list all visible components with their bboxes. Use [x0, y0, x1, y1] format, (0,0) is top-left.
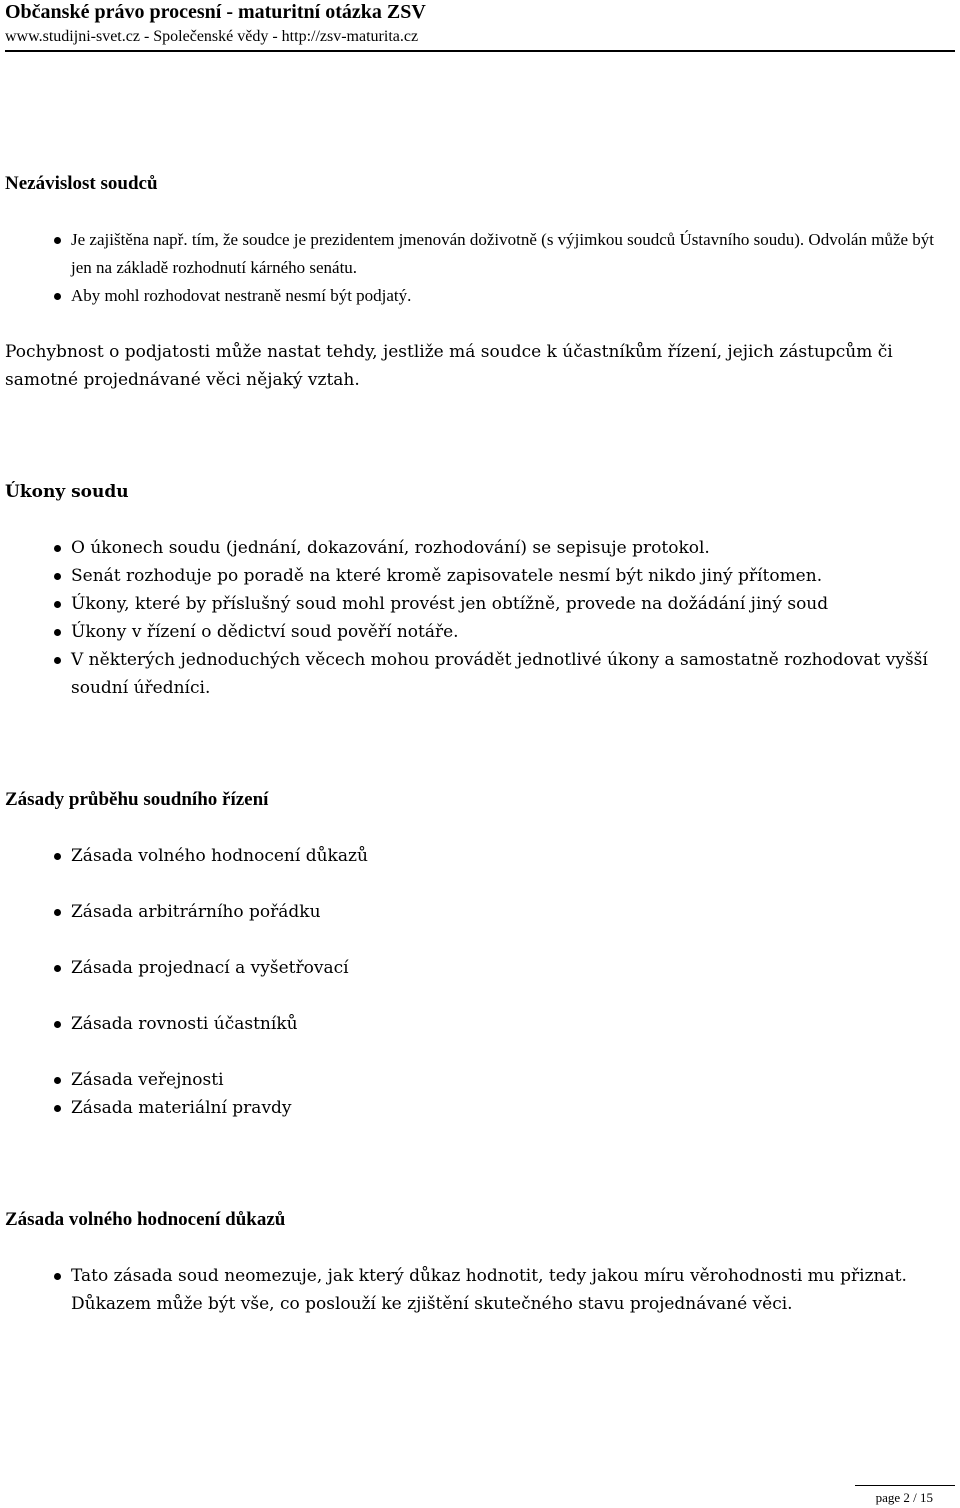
zasady-list: [71, 842, 951, 1122]
document-source: www.studijni-svet.cz - Společenské vědy - http://zsv-maturita.cz: [5, 28, 419, 45]
page-header: [5, 0, 955, 47]
section-heading-ukony: Úkony soudu: [5, 482, 129, 502]
header-divider: [5, 50, 955, 52]
volne-hodnoceni-list: [71, 1262, 951, 1318]
list-item: Je zajištěna např. tím, že soudce je prezidentem jmenován doživotně (s výjimkou soudců Ústavního soudu). Odvolán může být jen na základě rozhodnutí kárného senátu.: [71, 226, 951, 282]
list-item: Úkony v řízení o dědictví soud pověří notáře.: [71, 618, 951, 646]
list-item: Zásada rovnosti účastníků: [71, 1010, 951, 1038]
list-item: Zásada veřejnosti: [71, 1066, 951, 1094]
list-item: Úkony, které by příslušný soud mohl provést jen obtížně, provede na dožádání jiný soud: [71, 590, 951, 618]
list-item: Zásada materiální pravdy: [71, 1094, 951, 1122]
document-title: Občanské právo procesní - maturitní otázka ZSV: [5, 1, 426, 23]
nezavislost-list: [71, 226, 951, 310]
section-heading-volne-hodnoceni: Zásada volného hodnocení důkazů: [5, 1209, 286, 1230]
list-item: Aby mohl rozhodovat nestraně nesmí být podjatý.: [71, 282, 951, 310]
list-item: O úkonech soudu (jednání, dokazování, rozhodování) se sepisuje protokol.: [71, 534, 951, 562]
ukony-list: [71, 534, 951, 702]
podjatost-paragraph: Pochybnost o podjatosti může nastat tehdy, jestliže má soudce k účastníkům řízení, jejich zástupcům či samotné projednávané věci nějaký vztah.: [5, 342, 893, 390]
page-number: page 2 / 15: [875, 1490, 933, 1505]
list-item: Tato zásada soud neomezuje, jak který důkaz hodnotit, tedy jakou míru věrohodnosti mu přiznat. Důkazem může být vše, co poslouží ke zjištění skutečného stavu projednávané věci.: [71, 1262, 951, 1318]
footer-divider: [855, 1485, 955, 1486]
list-item: Zásada volného hodnocení důkazů: [71, 842, 951, 870]
list-item: V některých jednoduchých věcech mohou provádět jednotlivé úkony a samostatně rozhodovat vyšší soudní úředníci.: [71, 646, 951, 702]
list-item: Senát rozhoduje po poradě na které kromě zapisovatele nesmí být nikdo jiný přítomen.: [71, 562, 951, 590]
section-heading-zasady: Zásady průběhu soudního řízení: [5, 789, 269, 810]
section-heading-nezavislost: Nezávislost soudců: [5, 173, 158, 194]
list-item: Zásada arbitrárního pořádku: [71, 898, 951, 926]
list-item: Zásada projednací a vyšetřovací: [71, 954, 951, 982]
